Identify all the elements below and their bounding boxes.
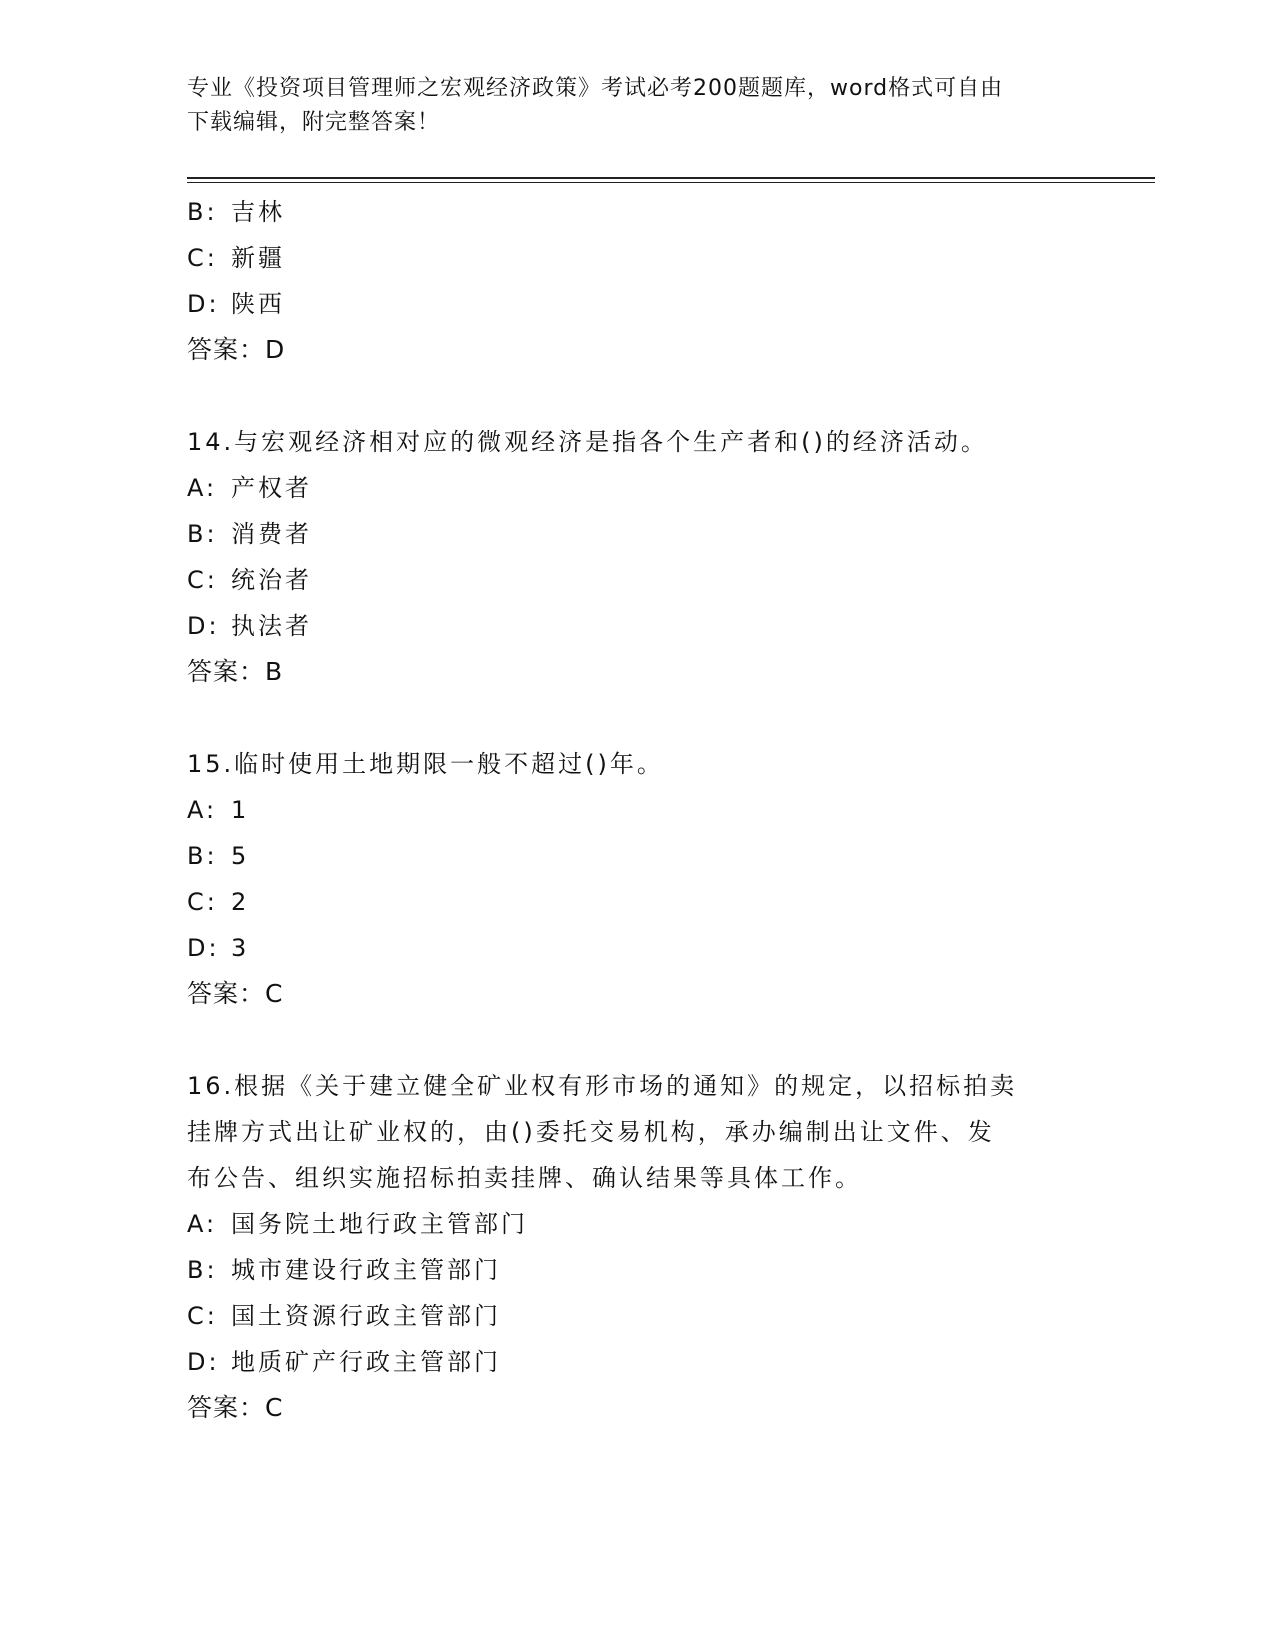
question-16	[187, 1063, 1087, 1431]
option-b	[187, 1247, 1087, 1293]
option-d	[187, 1339, 1087, 1385]
option-letter: C:	[187, 244, 218, 272]
question-stem: 14.与宏观经济相对应的微观经济是指各个生产者和()的经济活动。	[187, 428, 988, 456]
header-line-2: 下载编辑，附完整答案！	[187, 110, 441, 135]
option-c	[187, 235, 1087, 281]
option-d	[187, 925, 1087, 971]
question-14	[187, 419, 1087, 695]
header-divider-thin	[187, 182, 1155, 183]
option-letter: A:	[187, 474, 218, 502]
option-letter: D:	[187, 612, 220, 640]
option-b	[187, 189, 1087, 235]
option-letter: C:	[187, 1302, 218, 1330]
question-stem: 15.临时使用土地期限一般不超过()年。	[187, 750, 664, 778]
option-letter: B:	[187, 520, 218, 548]
option-text: 地质矿产行政主管部门	[231, 1348, 501, 1376]
header-line-1: 专业《投资项目管理师之宏观经济政策》考试必考200题题库，word格式可自由	[187, 76, 1004, 101]
option-letter: A:	[187, 796, 218, 824]
option-text: 5	[231, 842, 250, 870]
question-stem	[187, 1063, 1067, 1201]
answer-line: 答案：D	[187, 335, 286, 364]
header-divider-thick	[187, 177, 1155, 179]
option-letter: B:	[187, 198, 218, 226]
option-text: 3	[231, 934, 250, 962]
question-list	[187, 189, 1087, 1431]
option-letter: D:	[187, 290, 220, 318]
question-prev	[187, 189, 1087, 373]
option-text: 消费者	[231, 520, 312, 548]
option-b	[187, 833, 1087, 879]
option-text: 执法者	[231, 612, 312, 640]
answer-line: 答案：C	[187, 979, 284, 1008]
option-a	[187, 1201, 1087, 1247]
option-text: 城市建设行政主管部门	[231, 1256, 501, 1284]
option-text: 1	[231, 796, 250, 824]
option-text: 新疆	[231, 244, 285, 272]
answer-line: 答案：C	[187, 1393, 284, 1422]
option-text: 国土资源行政主管部门	[231, 1302, 501, 1330]
answer-line: 答案：B	[187, 657, 284, 686]
option-letter: B:	[187, 842, 218, 870]
option-letter: D:	[187, 934, 220, 962]
document-header	[187, 72, 1067, 140]
option-text: 国务院土地行政主管部门	[231, 1210, 528, 1238]
option-letter: D:	[187, 1348, 220, 1376]
option-c	[187, 879, 1087, 925]
option-text: 吉林	[231, 198, 285, 226]
question-stem-line-1: 16.根据《关于建立健全矿业权有形市场的通知》的规定，以招标拍卖	[187, 1072, 1018, 1100]
option-letter: C:	[187, 888, 218, 916]
option-letter: C:	[187, 566, 218, 594]
question-stem-line-2: 挂牌方式出让矿业权的，由()委托交易机构，承办编制出让文件、发	[187, 1118, 995, 1146]
option-text: 统治者	[231, 566, 312, 594]
option-text: 陕西	[231, 290, 285, 318]
option-letter: B:	[187, 1256, 218, 1284]
question-15	[187, 741, 1087, 1017]
option-c	[187, 1293, 1087, 1339]
option-letter: A:	[187, 1210, 218, 1238]
option-b	[187, 511, 1087, 557]
question-stem-line-3: 布公告、组织实施招标拍卖挂牌、确认结果等具体工作。	[187, 1164, 862, 1192]
option-d	[187, 603, 1087, 649]
option-text: 2	[231, 888, 250, 916]
option-d	[187, 281, 1087, 327]
option-a	[187, 787, 1087, 833]
option-c	[187, 557, 1087, 603]
option-text: 产权者	[231, 474, 312, 502]
option-a	[187, 465, 1087, 511]
